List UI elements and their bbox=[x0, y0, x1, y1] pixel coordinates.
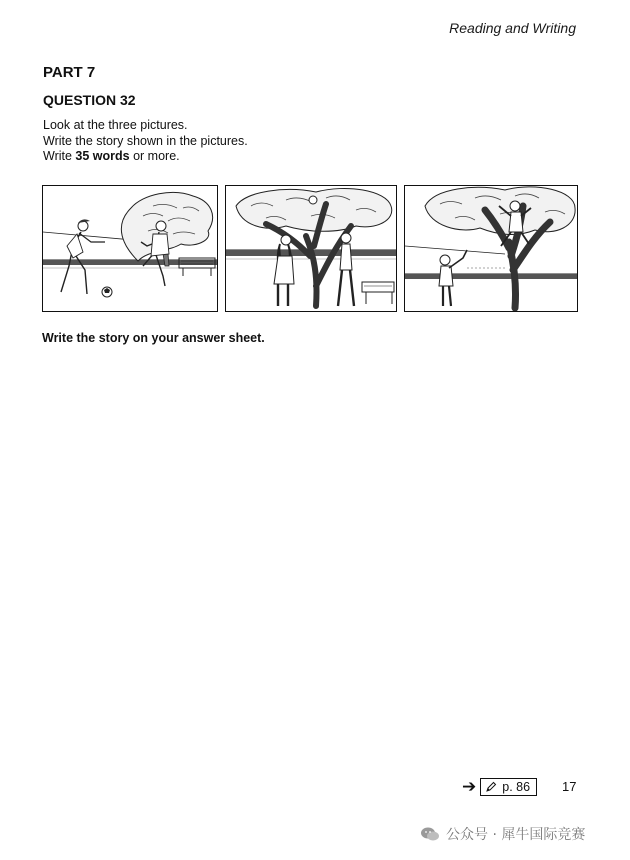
part-title: PART 7 bbox=[43, 64, 96, 81]
pencil-icon bbox=[485, 781, 497, 793]
wechat-icon bbox=[420, 826, 440, 842]
answer-instruction: Write the story on your answer sheet. bbox=[42, 331, 265, 345]
instruction-line-1: Look at the three pictures. bbox=[43, 118, 188, 132]
page-reference bbox=[462, 777, 537, 797]
page-ref-text: p. 86 bbox=[502, 780, 531, 794]
picture-2 bbox=[225, 185, 397, 312]
instruction-line-2: Write the story shown in the pictures. bbox=[43, 133, 248, 148]
question-title: QUESTION 32 bbox=[43, 92, 136, 108]
ball-in-tree-illustration bbox=[226, 186, 396, 311]
picture-3 bbox=[404, 185, 578, 312]
word-count: 35 words bbox=[75, 149, 130, 163]
picture-1 bbox=[42, 185, 218, 312]
page-number: 17 bbox=[562, 779, 577, 794]
windy-park-illustration bbox=[43, 186, 217, 311]
picture-strip bbox=[42, 185, 578, 312]
watermark-text: 公众号 · 犀牛国际竞赛 bbox=[446, 827, 586, 843]
instruction-line-3: Write 35 words or more. bbox=[43, 149, 180, 163]
instructions bbox=[43, 118, 248, 165]
climbing-tree-illustration bbox=[405, 186, 577, 311]
running-header: Reading and Writing bbox=[449, 20, 576, 36]
page-ref-box[interactable] bbox=[480, 778, 537, 796]
watermark bbox=[420, 824, 585, 844]
arrow-right-icon: ➔ bbox=[462, 777, 477, 796]
